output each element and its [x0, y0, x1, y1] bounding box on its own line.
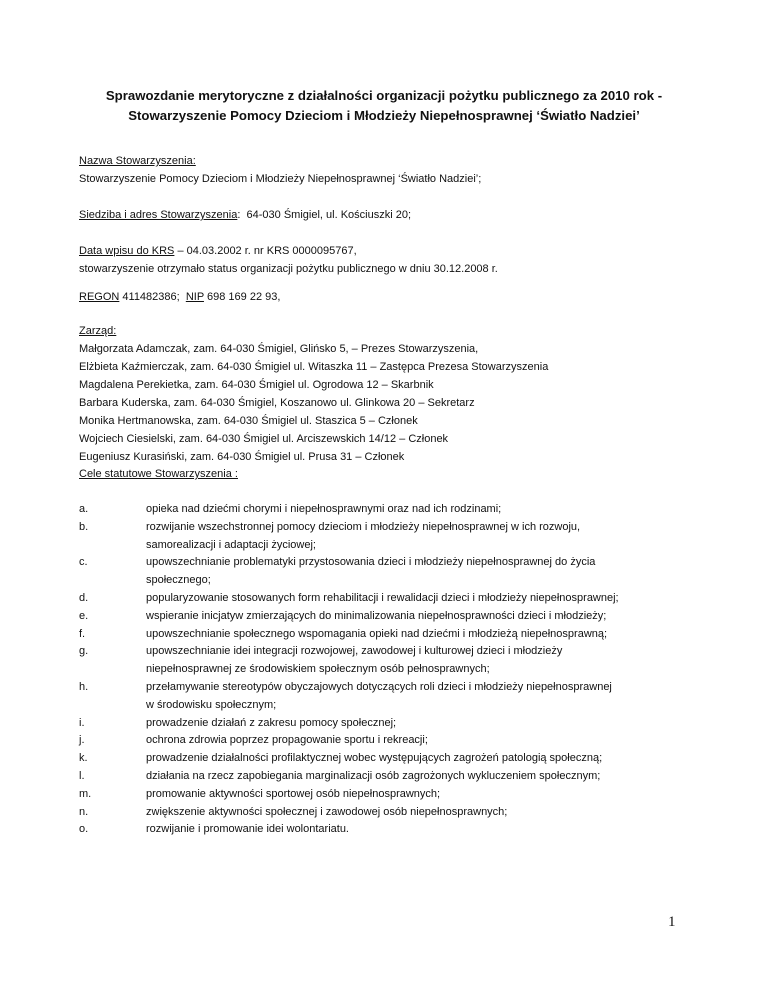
regon-value: 411482386;: [119, 291, 186, 303]
goal-letter: c.: [79, 556, 88, 569]
name-value: Stowarzyszenie Pomocy Dzieciom i Młodzieży Niepełnosprawnej ‘Światło Nadziei’;: [79, 173, 482, 185]
goal-item: [79, 643, 699, 679]
goal-item: [79, 750, 699, 768]
goal-letter: h.: [79, 680, 89, 693]
goal-text-line: upowszechnianie idei integracji rozwojowej, zawodowej i kulturowej dzieci i młodzieży: [146, 645, 563, 658]
goal-text-line: upowszechnianie problematyki przystosowania dzieci i młodzieży niepełnosprawnej do życia: [146, 556, 596, 569]
goal-item: [79, 519, 699, 555]
regon-label: REGON: [79, 291, 120, 303]
goal-text-line: przełamywanie stereotypów obyczajowych dotyczących roli dzieci i młodzieży niepełnosprawnej: [146, 680, 612, 693]
goal-letter: o.: [79, 823, 89, 836]
goal-text-line: upowszechnianie społecznego wspomagania opieki nad dziećmi i młodzieżą niepełnosprawną;: [146, 627, 608, 640]
krs-value: – 04.03.2002 r. nr KRS 0000095767,: [174, 245, 357, 257]
document-title: [60, 86, 708, 126]
goal-item: [79, 768, 699, 786]
title-line-2: Stowarzyszenie Pomocy Dzieciom i Młodzieży Niepełnosprawnej ‘Światło Nadziei’: [128, 108, 640, 123]
goal-letter: m.: [79, 787, 92, 800]
nip-value: 698 169 22 93,: [203, 291, 281, 303]
board-member: Wojciech Ciesielski, zam. 64-030 Śmigiel ul. Arciszewskich 14/12 – Członek: [79, 433, 449, 445]
goal-text-line: ochrona zdrowia poprzez propagowanie sportu i rekreacji;: [146, 734, 428, 747]
goal-text-line: działania na rzecz zapobiegania marginalizacji osób zagrożonych wykluczeniem społecznym;: [146, 769, 601, 782]
goal-item: [79, 590, 699, 608]
goal-letter: k.: [79, 752, 88, 765]
seat-label: Siedziba i adres Stowarzyszenia: [79, 209, 238, 221]
board-member: Monika Hertmanowska, zam. 64-030 Śmigiel ul. Staszica 5 – Członek: [79, 415, 418, 427]
goal-item: [79, 804, 699, 822]
goal-text-line: rozwijanie wszechstronnej pomocy dzieciom i młodzieży niepełnosprawnej w ich rozwoju,: [146, 520, 581, 533]
nip-label: NIP: [185, 291, 204, 303]
board-label: Zarząd:: [79, 325, 117, 337]
goal-item: [79, 608, 699, 626]
goal-text-line: popularyzowanie stosowanych form rehabilitacji i rewalidacji dzieci i młodzieży niepełnosprawnej;: [146, 591, 619, 604]
board-member: Małgorzata Adamczak, zam. 64-030 Śmigiel, Glińsko 5, – Prezes Stowarzyszenia,: [79, 343, 479, 355]
goal-letter: n.: [79, 805, 89, 818]
goal-letter: a.: [79, 503, 89, 515]
goal-letter: d.: [79, 591, 89, 604]
goal-item: [79, 626, 699, 644]
board-member: Elżbieta Kaźmierczak, zam. 64-030 Śmigiel ul. Witaszka 11 – Zastępca Prezesa Stowarzyszenia: [79, 361, 549, 373]
goal-item: [79, 732, 699, 750]
goal-letter: l.: [79, 769, 85, 782]
goal-text-line: samorealizacji i adaptacji życiowej;: [146, 538, 316, 551]
goal-letter: i.: [79, 716, 85, 729]
krs-section: [79, 242, 709, 278]
goal-letter: g.: [79, 645, 89, 658]
goal-text-line: prowadzenie działań z zakresu pomocy społecznej;: [146, 716, 397, 729]
goal-text-line: rozwijanie i promowanie idei wolontariatu.: [146, 823, 349, 836]
name-label: Nazwa Stowarzyszenia:: [79, 155, 196, 167]
goals-list: [79, 501, 699, 839]
goal-text-line: prowadzenie działalności profilaktycznej wobec występujących zagrożeń patologią społeczną;: [146, 752, 603, 765]
goal-letter: b.: [79, 520, 89, 533]
goal-text-line: opieka nad dziećmi chorymi i niepełnosprawnymi oraz nad ich rodzinami;: [146, 503, 502, 515]
board-member: Magdalena Perekietka, zam. 64-030 Śmigiel ul. Ogrodowa 12 – Skarbnik: [79, 379, 434, 391]
goal-text-line: zwiększenie aktywności społecznej i zawodowej osób niepełnosprawnych;: [146, 805, 508, 818]
name-section: [79, 152, 709, 188]
board-member: Eugeniusz Kurasiński, zam. 64-030 Śmigiel ul. Prusa 31 – Członek: [79, 451, 405, 463]
seat-section: [79, 206, 709, 224]
goal-text-line: promowanie aktywności sportowej osób niepełnosprawnych;: [146, 787, 441, 800]
goal-letter: f.: [79, 627, 86, 640]
board-member: Barbara Kuderska, zam. 64-030 Śmigiel, Koszanowo ul. Glinkowa 20 – Sekretarz: [79, 397, 475, 409]
goal-letter: e.: [79, 609, 89, 622]
goals-label: Cele statutowe Stowarzyszenia :: [79, 468, 238, 480]
opp-status: stowarzyszenie otrzymało status organizacji pożytku publicznego w dniu 30.12.2008 r.: [79, 263, 498, 275]
goal-text-line: wspieranie inicjatyw zmierzających do minimalizowania niepełnosprawności dzieci i młodzieży;: [146, 609, 607, 622]
seat-value: : 64-030 Śmigiel, ul. Kościuszki 20;: [237, 209, 411, 221]
goal-item: [79, 554, 699, 590]
goal-letter: j.: [79, 734, 85, 747]
goal-text-line: społecznego;: [146, 574, 211, 587]
board-section: [79, 322, 709, 466]
goal-item: [79, 786, 699, 804]
goal-text-line: niepełnosprawnej ze środowiskiem społecznym osób pełnosprawnych;: [146, 663, 490, 676]
goal-item: [79, 715, 699, 733]
page-number: 1: [668, 914, 676, 930]
goal-item: [79, 679, 699, 715]
goal-item: [79, 501, 699, 519]
goals-heading: [79, 465, 709, 483]
ids-section: [79, 288, 709, 306]
goal-item: [79, 821, 699, 839]
goal-text-line: w środowisku społecznym;: [146, 698, 277, 711]
krs-label: Data wpisu do KRS: [79, 245, 175, 257]
title-line-1: Sprawozdanie merytoryczne z działalności organizacji pożytku publicznego za 2010 rok -: [105, 88, 663, 103]
